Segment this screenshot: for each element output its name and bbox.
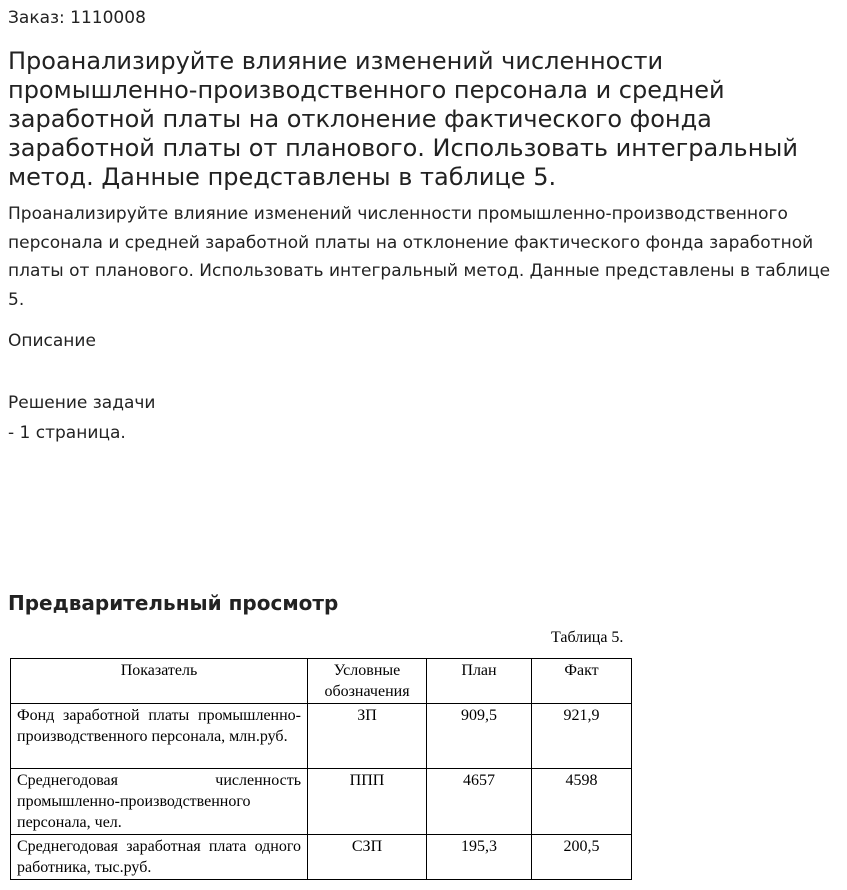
row-indicator: Среднегодовая заработная плата одного работника, тыс.руб.: [11, 835, 308, 880]
row-fact: 921,9: [532, 704, 632, 769]
row-plan: 909,5: [427, 704, 532, 769]
row-fact: 200,5: [532, 835, 632, 880]
row-notation: ППП: [308, 769, 427, 835]
description-label: Описание: [8, 331, 96, 351]
row-plan: 195,3: [427, 835, 532, 880]
row-plan: 4657: [427, 769, 532, 835]
header-fact: Факт: [532, 659, 632, 704]
row-notation: СЗП: [308, 835, 427, 880]
preview-heading: Предварительный просмотр: [8, 591, 339, 615]
table-row: [11, 769, 632, 835]
table-row: [11, 704, 632, 769]
header-indicator: Показатель: [11, 659, 308, 704]
row-fact: 4598: [532, 769, 632, 835]
table-caption: Таблица 5.: [551, 629, 624, 646]
header-notation: Условные обозначения: [308, 659, 427, 704]
preview-document: [0, 625, 847, 890]
row-indicator: Среднегодовая численность промышленно-производственного персонала, чел.: [11, 769, 308, 835]
solution-title: Решение задачи: [8, 393, 156, 413]
task-description: Проанализируйте влияние изменений численности промышленно-производственного персонала и средней заработной платы на отклонение фактического фонда заработной платы от планового. Использовать интегральный метод. Данные представлены в таблице 5.: [8, 204, 831, 310]
order-number: Заказ: 1110008: [8, 8, 146, 28]
table-row: [11, 835, 632, 880]
row-notation: ЗП: [308, 704, 427, 769]
page-title: Проанализируйте влияние изменений численности промышленно-производственного персонала и средней заработной платы на отклонение фактического фонда заработной платы от планового. Использовать интегральный метод. Данные представлены в таблице 5.: [8, 47, 798, 191]
row-indicator: Фонд заработной платы промышленно-производственного персонала, млн.руб.: [11, 704, 308, 769]
data-table: [10, 658, 632, 880]
table-header-row: [11, 659, 632, 704]
header-plan: План: [427, 659, 532, 704]
solution-pages: - 1 страница.: [8, 423, 126, 443]
